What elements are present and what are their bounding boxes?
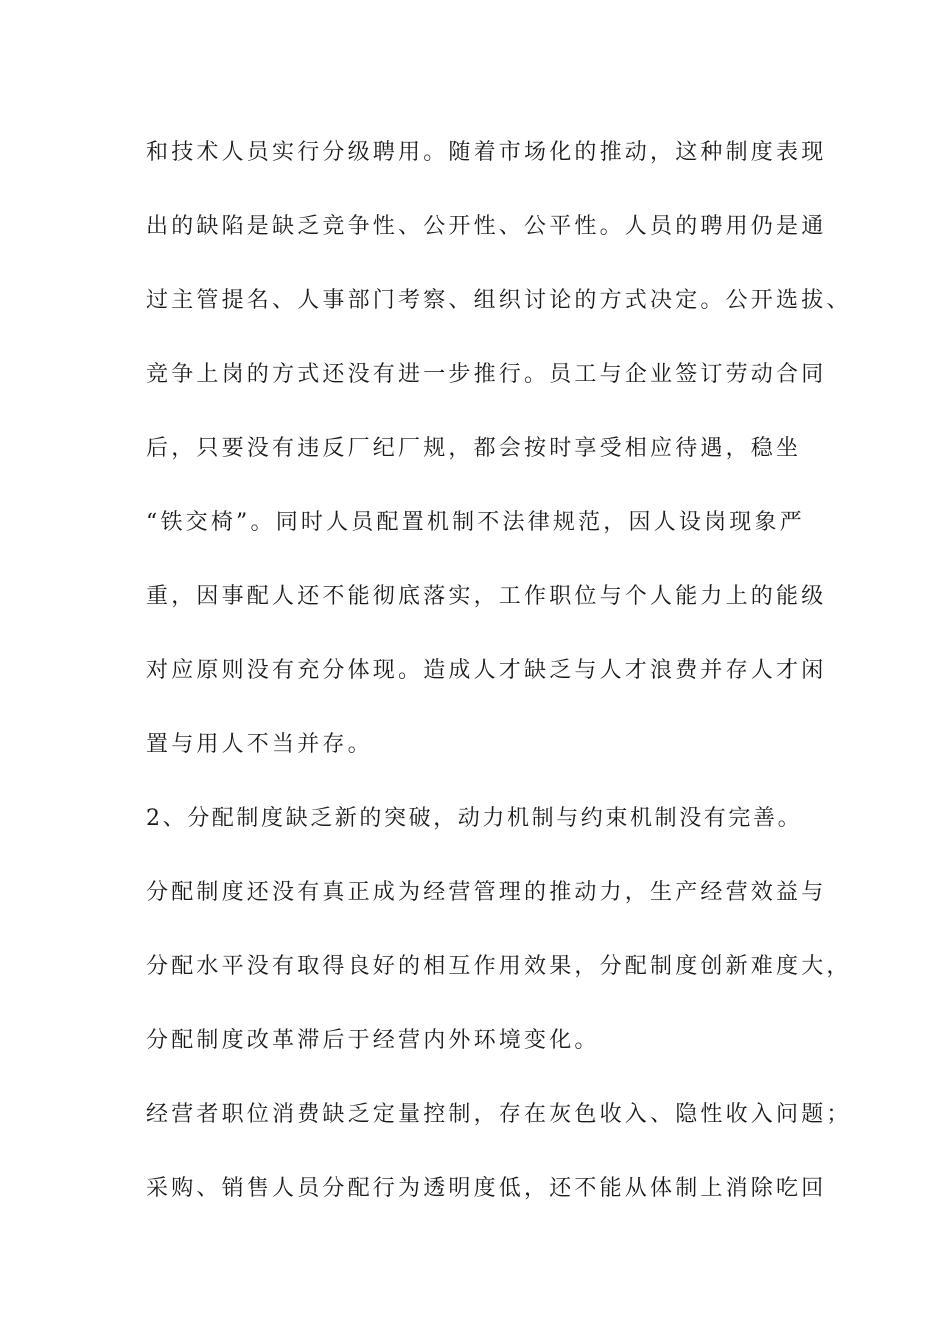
paragraph-line: 分配制度还没有真正成为经营管理的推动力，生产经营效益与 (146, 880, 827, 905)
paragraph-line: 置与用人不当并存。 (146, 732, 373, 757)
section-heading: 2、分配制度缺乏新的突破，动力机制与约束机制没有完善。 (146, 806, 803, 831)
paragraph-line: 分配水平没有取得良好的相互作用效果，分配制度创新难度大， (146, 954, 852, 979)
paragraph-line: 分配制度改革滞后于经营内外环境变化。 (146, 1028, 600, 1053)
paragraph-line: 重，因事配人还不能彻底落实，工作职位与个人能力上的能级 (146, 584, 827, 609)
paragraph-line: 过主管提名、人事部门考察、组织讨论的方式决定。公开选拔、 (146, 288, 852, 313)
paragraph-line: 经营者职位消费缺乏定量控制，存在灰色收入、隐性收入问题； (146, 1102, 852, 1127)
paragraph-line: 采购、销售人员分配行为透明度低，还不能从体制上消除吃回 (146, 1176, 827, 1201)
paragraph-line: 对应原则没有充分体现。造成人才缺乏与人才浪费并存人才闲 (146, 658, 827, 683)
paragraph-line: 竞争上岗的方式还没有进一步推行。员工与企业签订劳动合同 (146, 362, 827, 387)
paragraph-line: 和技术人员实行分级聘用。随着市场化的推动，这种制度表现 (146, 140, 827, 165)
paragraph-line: “铁交椅”。同时人员配置机制不法律规范，因人设岗现象严 (146, 510, 805, 535)
paragraph-line: 后，只要没有违反厂纪厂规，都会按时享受相应待遇，稳坐 (146, 436, 802, 461)
paragraph-line: 出的缺陷是缺乏竞争性、公开性、公平性。人员的聘用仍是通 (146, 214, 827, 239)
